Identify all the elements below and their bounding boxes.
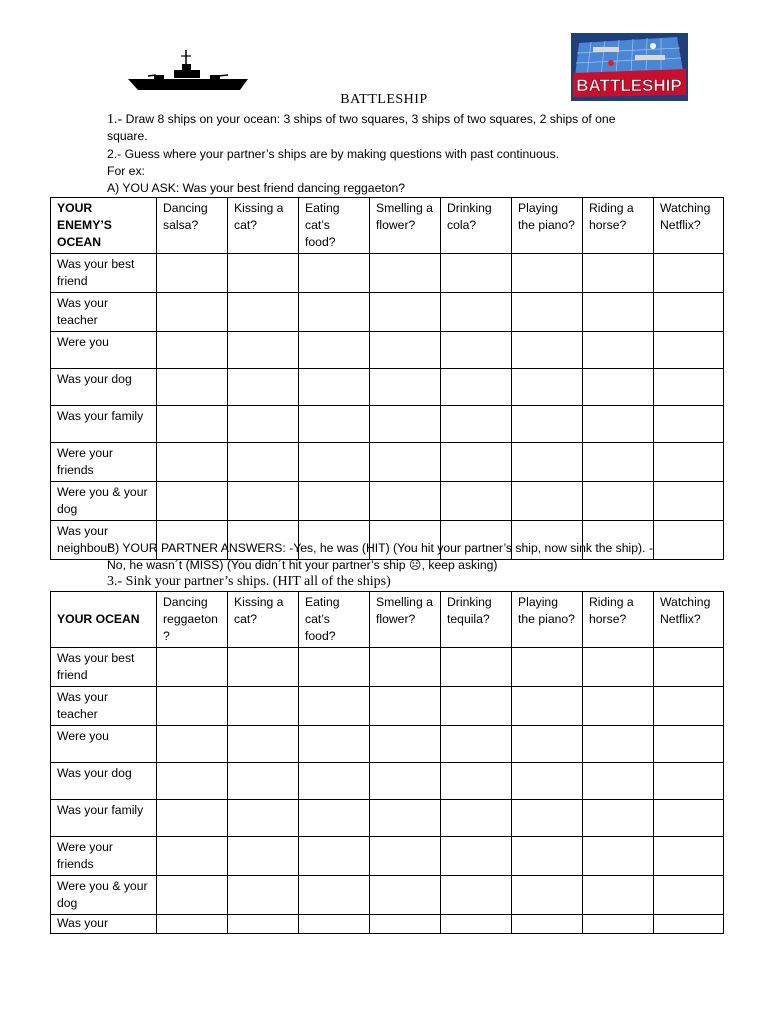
grid-cell[interactable] <box>228 687 299 726</box>
grid-cell[interactable] <box>299 648 370 687</box>
grid-cell[interactable] <box>512 687 583 726</box>
grid-cell[interactable] <box>157 800 228 837</box>
table-row <box>51 837 724 876</box>
grid-cell[interactable] <box>654 293 724 332</box>
grid-cell[interactable] <box>299 254 370 293</box>
column-header: Smelling a flower? <box>370 198 441 254</box>
column-header: Riding a horse? <box>583 198 654 254</box>
grid-cell[interactable] <box>228 254 299 293</box>
grid-cell[interactable] <box>654 482 724 521</box>
grid-cell[interactable] <box>512 369 583 406</box>
column-header: Dancing reggaeton ? <box>157 592 228 648</box>
grid-cell[interactable] <box>370 687 441 726</box>
grid-cell[interactable] <box>583 443 654 482</box>
grid-cell[interactable] <box>512 482 583 521</box>
column-header: Playing the piano? <box>512 198 583 254</box>
row-label: Was your family <box>51 800 157 837</box>
grid-cell[interactable] <box>157 443 228 482</box>
table-row <box>51 687 724 726</box>
row-label: Was your best friend <box>51 648 157 687</box>
grid-cell[interactable] <box>228 837 299 876</box>
grid-cell[interactable] <box>299 482 370 521</box>
table-header-row <box>51 592 724 648</box>
grid-cell[interactable] <box>441 648 512 687</box>
grid-cell[interactable] <box>583 254 654 293</box>
grid-cell[interactable] <box>299 443 370 482</box>
grid-cell[interactable] <box>654 763 724 800</box>
grid-cell[interactable] <box>654 521 724 560</box>
grid-cell[interactable] <box>157 763 228 800</box>
grid-cell[interactable] <box>512 876 583 915</box>
grid-cell[interactable] <box>654 254 724 293</box>
row-label: Were you <box>51 332 157 369</box>
grid-cell[interactable] <box>299 763 370 800</box>
grid-cell[interactable] <box>441 369 512 406</box>
grid-cell[interactable] <box>512 726 583 763</box>
grid-cell[interactable] <box>654 726 724 763</box>
grid-cell[interactable] <box>228 876 299 915</box>
grid-cell[interactable] <box>157 837 228 876</box>
grid-cell[interactable] <box>512 800 583 837</box>
table-row <box>51 443 724 482</box>
logo-text: BATTLESHIP <box>576 76 682 95</box>
row-label: Was your dog <box>51 763 157 800</box>
battleship-logo <box>571 33 688 101</box>
row-label: Was your <box>51 915 157 934</box>
row-label: Were you <box>51 726 157 763</box>
table-row <box>51 648 724 687</box>
grid-cell[interactable] <box>370 915 441 934</box>
table-row <box>51 369 724 406</box>
grid-cell[interactable] <box>583 293 654 332</box>
grid-cell[interactable] <box>370 648 441 687</box>
grid-cell[interactable] <box>441 293 512 332</box>
grid-cell[interactable] <box>370 332 441 369</box>
grid-cell[interactable] <box>441 687 512 726</box>
grid-cell[interactable] <box>157 482 228 521</box>
row-label: Were you & your dog <box>51 876 157 915</box>
grid-cell[interactable] <box>583 763 654 800</box>
partner-answers-line2: No, he wasn´t (MISS) (You didn´t hit your partner’s ship ☹, keep asking) <box>107 558 498 572</box>
row-label: Was your family <box>51 406 157 443</box>
grid-cell[interactable] <box>654 687 724 726</box>
grid-cell[interactable] <box>299 837 370 876</box>
table-row <box>51 332 724 369</box>
grid-cell[interactable] <box>370 293 441 332</box>
grid-cell[interactable] <box>654 876 724 915</box>
column-header: Drinking tequila? <box>441 592 512 648</box>
grid-cell[interactable] <box>441 406 512 443</box>
grid-cell[interactable] <box>441 800 512 837</box>
page-title: BATTLESHIP <box>340 92 428 107</box>
grid-cell[interactable] <box>583 726 654 763</box>
table-row <box>51 293 724 332</box>
row-label: Was your teacher <box>51 293 157 332</box>
column-header: Eating cat’s food? <box>299 198 370 254</box>
for-example-label: For ex: <box>107 164 145 178</box>
grid-cell[interactable] <box>512 254 583 293</box>
row-label: Was your best friend <box>51 254 157 293</box>
instruction-step1 <box>107 111 615 128</box>
grid-cell[interactable] <box>157 726 228 763</box>
grid-cell[interactable] <box>512 443 583 482</box>
grid-cell[interactable] <box>157 332 228 369</box>
grid-cell[interactable] <box>512 332 583 369</box>
grid-cell[interactable] <box>441 726 512 763</box>
table-row <box>51 763 724 800</box>
grid-cell[interactable] <box>583 915 654 934</box>
grid-cell[interactable] <box>583 800 654 837</box>
partner-answers-line1: B) YOUR PARTNER ANSWERS: -Yes, he was (HIT) (You hit your partner’s ship, now sink the ship). - <box>107 541 653 555</box>
grid-cell[interactable] <box>299 726 370 763</box>
instruction-step2: 2.- Guess where your partner’s ships are by making questions with past continuous. <box>107 147 560 161</box>
instruction-step1-cont: square. <box>107 129 148 143</box>
row-label: Was your neighbour <box>51 521 157 560</box>
grid-cell[interactable] <box>370 837 441 876</box>
grid-cell[interactable] <box>512 837 583 876</box>
grid-cell[interactable] <box>441 763 512 800</box>
grid-cell[interactable] <box>157 915 228 934</box>
grid-cell[interactable] <box>157 293 228 332</box>
grid-cell[interactable] <box>299 915 370 934</box>
grid-cell[interactable] <box>583 332 654 369</box>
row-label: Was your teacher <box>51 687 157 726</box>
grid-cell[interactable] <box>512 915 583 934</box>
table-row <box>51 876 724 915</box>
grid-cell[interactable] <box>512 406 583 443</box>
grid-cell[interactable] <box>370 800 441 837</box>
grid-cell[interactable] <box>299 332 370 369</box>
grid-cell[interactable] <box>583 482 654 521</box>
column-header: Smelling a flower? <box>370 592 441 648</box>
grid-cell[interactable] <box>441 443 512 482</box>
grid-cell[interactable] <box>370 406 441 443</box>
table-row <box>51 915 724 934</box>
grid-cell[interactable] <box>583 648 654 687</box>
grid-cell[interactable] <box>441 837 512 876</box>
grid-cell[interactable] <box>654 800 724 837</box>
row-label: Was your dog <box>51 369 157 406</box>
grid-cell[interactable] <box>228 369 299 406</box>
grid-cell[interactable] <box>654 915 724 934</box>
corner-cell: YOUR OCEAN <box>51 592 157 648</box>
grid-cell[interactable] <box>654 332 724 369</box>
grid-cell[interactable] <box>157 876 228 915</box>
table-row <box>51 800 724 837</box>
column-header: Watching Netflix? <box>654 592 724 648</box>
grid-cell[interactable] <box>441 254 512 293</box>
row-label: Were your friends <box>51 443 157 482</box>
grid-cell[interactable] <box>512 648 583 687</box>
grid-cell[interactable] <box>228 648 299 687</box>
grid-cell[interactable] <box>299 293 370 332</box>
column-header: Riding a horse? <box>583 592 654 648</box>
grid-cell[interactable] <box>228 443 299 482</box>
battleship-icon <box>126 48 250 94</box>
your-ocean-table <box>50 591 724 934</box>
grid-cell[interactable] <box>583 687 654 726</box>
step1-body: Draw 8 ships on your ocean: 3 ships of two squares, 3 ships of two squares, 2 ships of one <box>125 112 616 126</box>
instruction-step3: 3.- Sink your partner’s ships. (HIT all of the ships) <box>107 574 391 589</box>
grid-cell[interactable] <box>299 800 370 837</box>
grid-cell[interactable] <box>370 763 441 800</box>
column-header: Eating cat’s food? <box>299 592 370 648</box>
grid-cell[interactable] <box>299 687 370 726</box>
grid-cell[interactable] <box>157 254 228 293</box>
grid-cell[interactable] <box>370 726 441 763</box>
corner-cell: YOUR ENEMY’S OCEAN <box>51 198 157 254</box>
grid-cell[interactable] <box>654 406 724 443</box>
grid-cell[interactable] <box>299 406 370 443</box>
grid-cell[interactable] <box>228 406 299 443</box>
grid-cell[interactable] <box>370 876 441 915</box>
grid-cell[interactable] <box>228 726 299 763</box>
grid-cell[interactable] <box>512 763 583 800</box>
grid-cell[interactable] <box>583 837 654 876</box>
grid-cell[interactable] <box>299 369 370 406</box>
table-row <box>51 482 724 521</box>
table-row <box>51 726 724 763</box>
grid-cell[interactable] <box>512 293 583 332</box>
grid-cell[interactable] <box>583 369 654 406</box>
column-header: Kissing a cat? <box>228 198 299 254</box>
grid-cell[interactable] <box>370 369 441 406</box>
grid-cell[interactable] <box>157 406 228 443</box>
grid-cell[interactable] <box>370 254 441 293</box>
grid-cell[interactable] <box>441 482 512 521</box>
table-row <box>51 254 724 293</box>
grid-cell[interactable] <box>228 482 299 521</box>
step1-prefix: 1.- <box>107 112 126 127</box>
grid-cell[interactable] <box>654 837 724 876</box>
grid-cell[interactable] <box>157 369 228 406</box>
grid-cell[interactable] <box>583 406 654 443</box>
grid-cell[interactable] <box>441 876 512 915</box>
grid-cell[interactable] <box>441 332 512 369</box>
grid-cell[interactable] <box>654 648 724 687</box>
column-header: Kissing a cat? <box>228 592 299 648</box>
table-row <box>51 406 724 443</box>
table-header-row <box>51 198 724 254</box>
grid-cell[interactable] <box>228 332 299 369</box>
enemy-ocean-table <box>50 197 724 560</box>
grid-cell[interactable] <box>228 763 299 800</box>
grid-cell[interactable] <box>299 876 370 915</box>
grid-cell[interactable] <box>370 482 441 521</box>
grid-cell[interactable] <box>370 443 441 482</box>
grid-cell[interactable] <box>157 648 228 687</box>
column-header: Drinking cola? <box>441 198 512 254</box>
grid-cell[interactable] <box>228 800 299 837</box>
row-label: Were your friends <box>51 837 157 876</box>
grid-cell[interactable] <box>228 293 299 332</box>
grid-cell[interactable] <box>441 915 512 934</box>
column-header: Playing the piano? <box>512 592 583 648</box>
grid-cell[interactable] <box>654 443 724 482</box>
grid-cell[interactable] <box>228 915 299 934</box>
grid-cell[interactable] <box>654 369 724 406</box>
column-header: Dancing salsa? <box>157 198 228 254</box>
grid-cell[interactable] <box>157 687 228 726</box>
grid-cell[interactable] <box>583 876 654 915</box>
row-label: Were you & your dog <box>51 482 157 521</box>
column-header: Watching Netflix? <box>654 198 724 254</box>
you-ask-example: A) YOU ASK: Was your best friend dancing reggaeton? <box>107 181 406 195</box>
